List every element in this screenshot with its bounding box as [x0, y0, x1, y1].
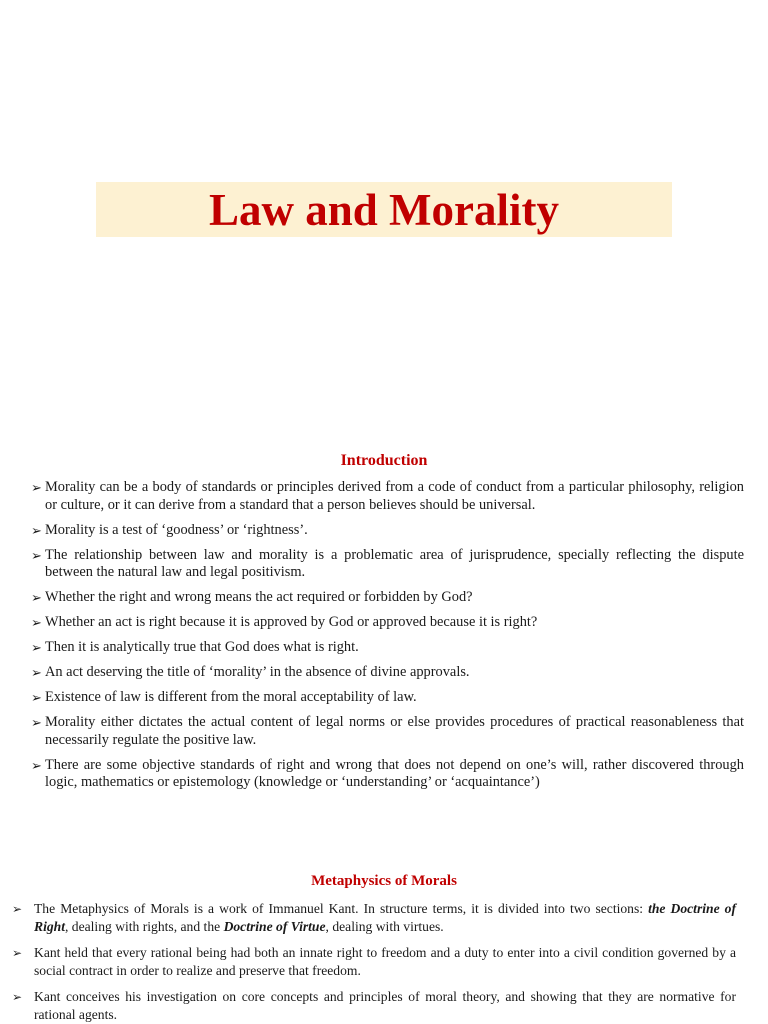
doctrine-of-right-emphasis: the Doctrine of Right	[34, 901, 736, 934]
arrow-bullet-icon: ➢	[31, 757, 42, 773]
metaphysics-p2-text: Kant held that every rational being had both an innate right to freedom and a duty to enter into a civil condition governed by a social contract in order to realize and preserve that freedom.	[34, 945, 736, 978]
arrow-bullet-icon: ➢	[31, 640, 42, 655]
list-item-text: An act deserving the title of ‘morality’ in the absence of divine approvals.	[45, 664, 470, 680]
list-item	[30, 757, 744, 792]
metaphysics-p1-text-a: The Metaphysics of Morals is a work of Immanuel Kant. In structure terms, it is divided into two sections:	[34, 901, 649, 916]
arrow-bullet-icon: ➢	[12, 902, 23, 916]
list-item	[12, 944, 736, 980]
doctrine-of-virtue-emphasis: Doctrine of Virtue	[223, 919, 326, 934]
list-item-text: There are some objective standards of right and wrong that does not depend on one’s will, rather discovered through logic, mathematics or epistemology (knowledge or ‘understanding’ or ‘acquaintance’)	[45, 756, 744, 790]
list-item	[30, 639, 744, 657]
list-item-text: Then it is analytically true that God does what is right.	[45, 639, 359, 655]
list-item	[30, 522, 744, 540]
metaphysics-p3-text: Kant conceives his investigation on core concepts and principles of moral theory, and showing that they are normative for rational agents.	[34, 989, 736, 1022]
arrow-bullet-icon: ➢	[31, 615, 42, 630]
metaphysics-heading: Metaphysics of Morals	[311, 873, 457, 889]
introduction-list	[30, 479, 744, 799]
list-item	[30, 547, 744, 582]
arrow-bullet-icon: ➢	[12, 946, 23, 960]
arrow-bullet-icon: ➢	[31, 480, 42, 495]
arrow-bullet-icon: ➢	[31, 590, 42, 605]
arrow-bullet-icon: ➢	[31, 547, 42, 563]
list-item-text: Existence of law is different from the moral acceptability of law.	[45, 689, 417, 705]
arrow-bullet-icon: ➢	[31, 715, 42, 730]
arrow-bullet-icon: ➢	[31, 690, 42, 705]
list-item	[30, 614, 744, 632]
list-item-text: Whether the right and wrong means the act required or forbidden by God?	[45, 589, 473, 605]
list-item	[30, 689, 744, 707]
introduction-heading: Introduction	[340, 452, 428, 469]
metaphysics-list	[12, 900, 736, 1024]
list-item	[30, 664, 744, 682]
list-item-text: The relationship between law and morality is a problematic area of jurisprudence, specially reflecting the dispute between the natural law and legal positivism.	[45, 546, 744, 580]
list-item	[12, 988, 736, 1024]
arrow-bullet-icon: ➢	[12, 990, 23, 1004]
list-item-text: Morality either dictates the actual content of legal norms or else provides procedures of practical reasonableness that necessarily regulate the positive law.	[45, 714, 744, 748]
arrow-bullet-icon: ➢	[31, 522, 42, 538]
metaphysics-p1-text-e: , dealing with virtues.	[325, 919, 444, 934]
list-item-text: Whether an act is right because it is approved by God or approved because it is right?	[45, 614, 538, 630]
list-item-text: Morality can be a body of standards or principles derived from a code of conduct from a particular philosophy, religion or culture, or it can derive from a standard that a person believes should be universal.	[45, 479, 744, 513]
list-item	[30, 714, 744, 749]
list-item	[12, 900, 736, 936]
arrow-bullet-icon: ➢	[31, 665, 42, 680]
list-item	[30, 589, 744, 607]
list-item-text: Morality is a test of ‘goodness’ or ‘rightness’.	[45, 521, 308, 538]
metaphysics-p1-text-c: , dealing with rights, and the	[64, 919, 224, 934]
title-band	[96, 182, 672, 237]
list-item	[30, 479, 744, 514]
page-title: Law and Morality	[208, 185, 559, 235]
